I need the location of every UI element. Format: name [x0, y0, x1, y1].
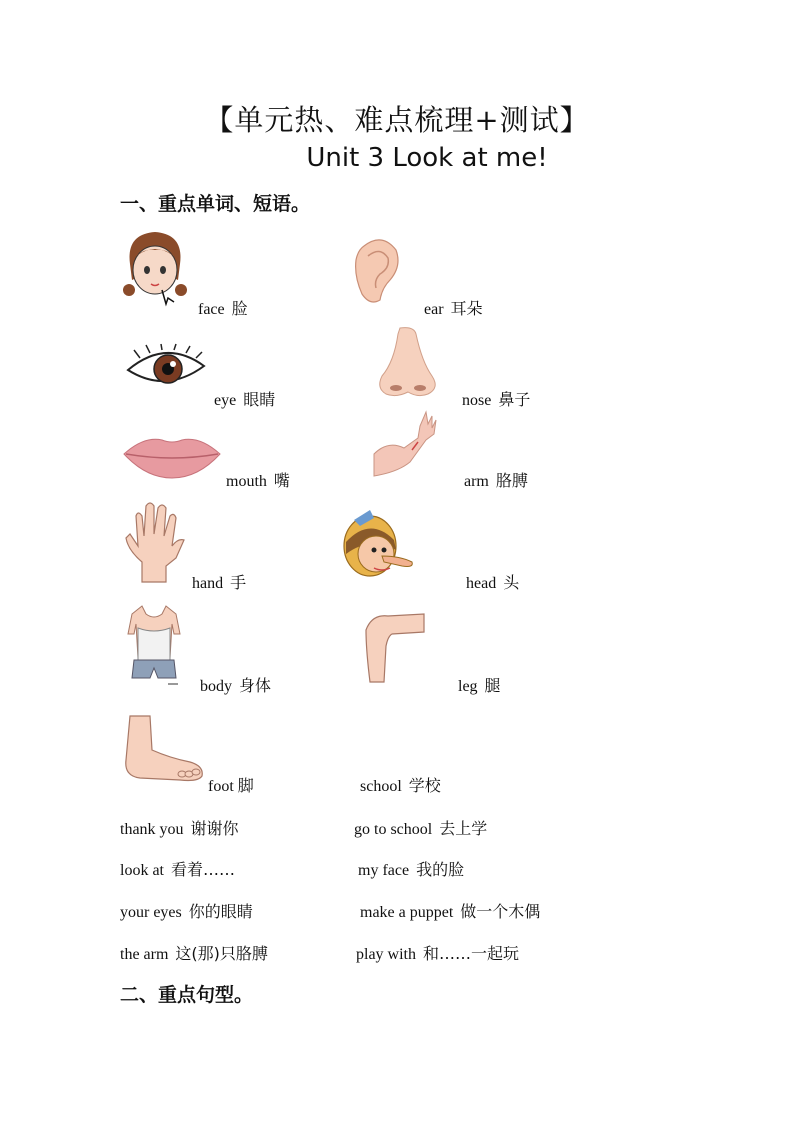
vocab-item-mouth: mouth 嘴: [226, 471, 290, 490]
phrase-item: make a puppet 做一个木偶: [360, 902, 541, 921]
vocab-item-body: body 身体: [200, 676, 272, 695]
puppet-head-icon: [340, 506, 420, 580]
nose-icon: [374, 326, 442, 400]
phrase-item: look at 看着……: [120, 860, 236, 879]
phrase-item: my face 我的脸: [358, 860, 465, 879]
vocab-item-eye: eye 眼睛: [214, 390, 276, 409]
hand-icon: [122, 500, 188, 584]
vocab-item-ear: ear 耳朵: [424, 299, 483, 318]
section-heading-vocab: 一、重点单词、短语。: [120, 193, 311, 215]
phrase-item: play with 和……一起玩: [356, 944, 520, 963]
phrase-item: go to school 去上学: [354, 819, 488, 838]
phrase-item: your eyes 你的眼睛: [120, 902, 253, 921]
vocab-item-nose: nose 鼻子: [462, 390, 531, 409]
arm-icon: [368, 410, 440, 482]
mouth-icon: [122, 432, 222, 480]
page-title: 【单元热、难点梳理+测试】: [204, 103, 590, 137]
vocab-item-school: school 学校: [360, 776, 441, 795]
vocab-item-face: face 脸: [198, 299, 248, 318]
leg-icon: [362, 610, 428, 686]
girl-face-icon: [122, 228, 188, 308]
vocab-item-arm: arm 胳膊: [464, 471, 528, 490]
body-icon: [124, 604, 184, 686]
phrase-item: the arm 这(那)只胳膊: [120, 944, 268, 963]
eye-icon: [124, 344, 208, 392]
foot-icon: [120, 714, 206, 784]
vocab-item-foot: foot 脚: [208, 776, 254, 795]
ear-icon: [352, 236, 402, 306]
vocab-item-head: head 头: [466, 573, 520, 592]
phrase-item: thank you 谢谢你: [120, 819, 239, 838]
unit-title: Unit 3 Look at me!: [306, 143, 548, 173]
section-heading-sentences: 二、重点句型。: [120, 984, 254, 1006]
vocab-item-hand: hand 手: [192, 573, 247, 592]
vocab-item-leg: leg 腿: [458, 676, 501, 695]
